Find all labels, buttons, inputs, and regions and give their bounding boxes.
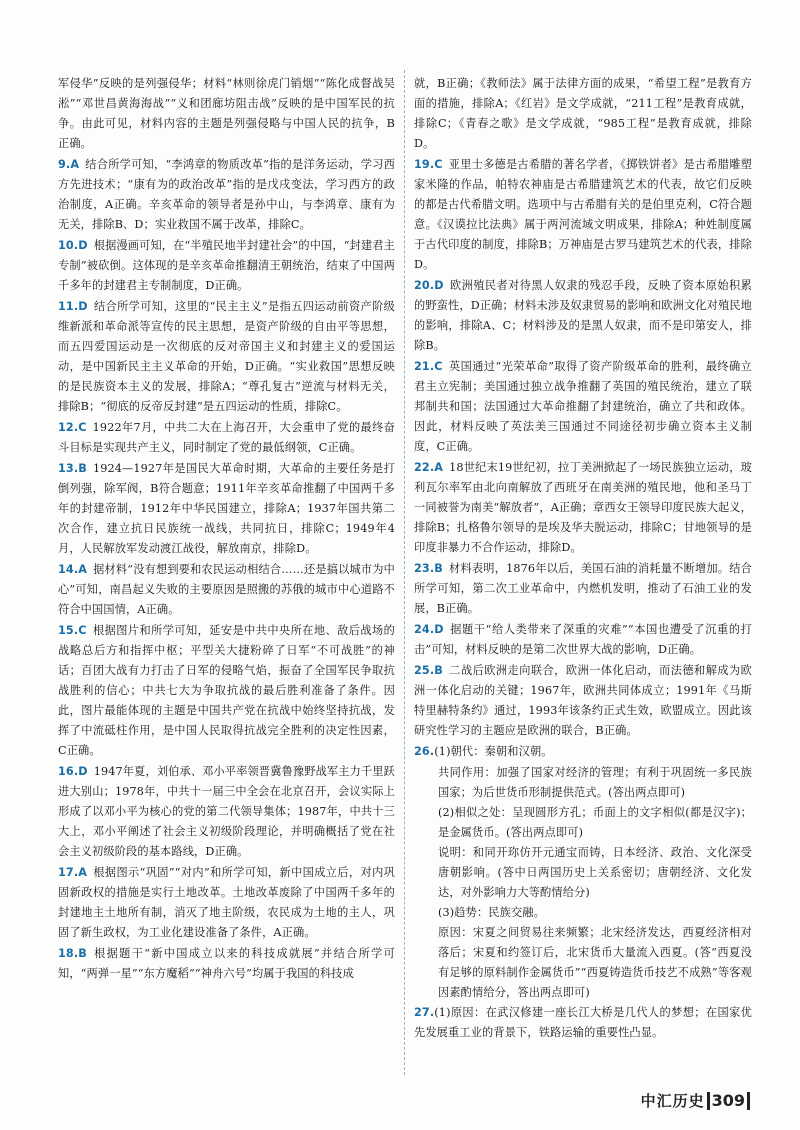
question-number: 10. (58, 239, 79, 252)
answer-entry (414, 74, 752, 154)
answer-entry (414, 276, 752, 356)
explanation-text: 亚里士多德是古希腊的著名学者，《掷铁饼者》是古希腊雕塑家米隆的作品，帕特农神庙是古希腊建筑艺术的代表，故它们反映的都是古代希腊文明。选项中与古希腊有关的是伯里克利，C符合题意。《汉谟拉比法典》属于两河流域文明成果，排除A；种姓制度属于古代印度的制度，排除B；万神庙是古罗马建筑艺术的代表，排除D。 (414, 158, 752, 271)
question-number: 18. (58, 947, 79, 960)
question-number: 16. (58, 765, 79, 778)
answer-letter: A (434, 461, 444, 474)
answer-letter: B (434, 664, 443, 677)
question-number: 21. (414, 360, 435, 373)
answer-letter: C (78, 624, 87, 637)
explanation-text: 根据漫画可知，在“半殖民地半封建社会”的中国，“封建君主专制”被砍倒。这体现的是辛亥革命推翻清王朝统治，结束了中国两千多年的封建君主专制制度，D正确。 (58, 239, 395, 292)
answer-entry (58, 863, 395, 943)
question-number: 12. (58, 421, 79, 434)
left-column (58, 74, 395, 985)
answer-letter: D (78, 765, 88, 778)
answer-entry (414, 1003, 752, 1043)
explanation-text: 结合所学可知，“李鸿章的物质改革”指的是洋务运动，学习西方先进技术；“康有为的政治改革”指的是戊戌变法，学习西方的政治制度，A正确。辛亥革命的领导者是孙中山，与李鸿章、康有为无关，排除B、D；实业救国不属于改革，排除C。 (58, 158, 395, 231)
explanation-text: 据题干“给人类带来了深重的灾难”“本国也遭受了沉重的打击”可知，材料反映的是第二次世界大战的影响，D正确。 (414, 623, 752, 656)
answer-subpart: 原因：宋夏之间贸易往来频繁；北宋经济发达，西夏经济相对落后；宋夏和约签订后，北宋货币大量流入西夏。(答“西夏没有足够的原料制作金属货币”“西夏铸造货币技艺不成熟”等客观因素酌情给分，答出两点即可) (438, 926, 752, 999)
answer-entry (58, 621, 395, 761)
explanation-text: 英国通过“光荣革命”取得了资产阶级革命的胜利，最终确立君主立宪制；美国通过独立战争推翻了英国的殖民统治，建立了联邦制共和国；法国通过大革命推翻了封建统治，确立了共和政体。因此，材料反映了英法美三国通过不同途径初步确立资本主义制度，C正确。 (414, 360, 752, 453)
explanation-text: 根据图片和所学可知，延安是中共中央所在地、敌后战场的战略总后方和指挥中枢；平型关大捷粉碎了日军“不可战胜”的神话；百团大战有力打击了日军的侵略气焰，振奋了全国军民争取抗战胜利的信心；中共七大为争取抗战的最后胜利准备了条件。因此，图片最能体现的主题是中国共产党在抗战中始终坚持抗战，发挥了中流砥柱作用，是中国人民取得抗战完全胜利的决定性因素，C正确。 (58, 624, 395, 757)
answer-letter: C (434, 360, 443, 373)
answer-letter: A (78, 563, 88, 576)
answer-letter: A (70, 158, 80, 171)
question-number: 19. (414, 158, 435, 171)
explanation-text: 材料表明，1876年以后，美国石油的消耗量不断增加。结合所学可知，第二次工业革命中，内燃机发明，推动了石油工业的发展，B正确。 (414, 562, 752, 615)
answer-entry (58, 418, 395, 458)
answer-entry (58, 560, 395, 620)
answer-entry (58, 459, 395, 559)
answer-entry (58, 236, 395, 296)
answer-entry (414, 559, 752, 619)
answer-letter: D (434, 623, 444, 636)
answer-letter: B (78, 947, 87, 960)
answer-letter: D (434, 279, 444, 292)
explanation-text: 根据图示“巩固”“对内”和所学可知，新中国成立后，对内巩固新政权的措施是实行土地改革。土地改革废除了中国两千多年的封建地主土地所有制，消灭了地主阶级，农民成为土地的主人，巩固了新生政权，为工业化建设准备了条件，A正确。 (58, 866, 395, 939)
answer-entry (414, 458, 752, 558)
explanation-text: (1)原因：在武汉修建一座长江大桥是几代人的梦想；在国家优先发展重工业的背景下，铁路运输的重要性凸显。 (414, 1006, 752, 1039)
answer-entry (58, 74, 395, 154)
explanation-text: 结合所学可知，这里的“民主主义”是指五四运动前资产阶级维新派和革命派等宣传的民主思想，是资产阶级的自由平等思想，而五四爱国运动是一次彻底的反对帝国主义和封建主义的爱国运动，是中国新民主主义革命的开始，D正确。“实业救国”思想反映的是民族资本主义的发展，排除A；“尊孔复古”逆流与材料无关，排除B；“彻底的反帝反封建”是五四运动的性质，排除C。 (58, 300, 395, 413)
answer-letter: D (78, 239, 88, 252)
answer-subpart: (2)相似之处：呈现圆形方孔；币面上的文字相似(都是汉字)；是金属货币。(答出两点即可) (438, 806, 752, 839)
explanation-text: 据材料“没有想到要和农民运动相结合……还是搞以城市为中心”可知，南昌起义失败的主要原因是照搬的苏俄的城市中心道路不符合中国国情，A正确。 (58, 563, 395, 616)
explanation-text: 根据题干“新中国成立以来的科技成就展”并结合所学可知，“两弹一星”“东方魔稻”“神舟六号”均属于我国的科技成 (58, 947, 395, 980)
answer-subpart: 共同作用：加强了国家对经济的管理；有利于巩固统一多民族国家；为后世货币形制提供范式。(答出两点即可) (438, 766, 752, 799)
question-number: 24. (414, 623, 435, 636)
answer-entry (58, 155, 395, 235)
question-number: 11. (58, 300, 79, 313)
answer-entry (414, 357, 752, 457)
explanation-text: 18世纪末19世纪初，拉丁美洲掀起了一场民族独立运动，玻利瓦尔率军由北向南解放了西班牙在南美洲的殖民地，他和圣马丁一同被誉为南美“解放者”，A正确；章西女王领导印度民族大起义，排除B；扎格鲁尔领导的是埃及华夫脱运动，排除C；甘地领导的是印度非暴力不合作运动，排除D。 (414, 461, 752, 554)
question-number: 14. (58, 563, 79, 576)
question-number: 27. (414, 1006, 435, 1019)
explanation-text: 二战后欧洲走向联合，欧洲一体化启动，而法德和解成为欧洲一体化启动的关键；1967年，欧洲共同体成立；1991年《马斯特里赫特条约》通过，1993年该条约正式生效，欧盟成立。因此该研究性学习的主题应是欧洲的联合，B正确。 (414, 664, 752, 737)
question-number: 9. (58, 158, 71, 171)
explanation-text: 1922年7月，中共二大在上海召开，大会重申了党的最终奋斗目标是实现共产主义，同时制定了党的最低纲领，C正确。 (58, 421, 395, 454)
answer-letter: C (78, 421, 87, 434)
column-divider (404, 70, 405, 1075)
book-title: 中汇历史 (640, 1092, 705, 1110)
answer-letter: C (434, 158, 443, 171)
explanation-text: 1947年夏，刘伯承、邓小平率领晋冀鲁豫野战军主力千里跃进大别山；1978年，中共十一届三中全会在北京召开，会议实际上形成了以邓小平为核心的党的第二代领导集体；1987年，中共十三大上，邓小平阐述了社会主义初级阶段理论，并明确概括了党在社会主义初级阶段的基本路线，D正确。 (58, 765, 395, 858)
answer-entry (414, 155, 752, 275)
question-number: 15. (58, 624, 79, 637)
answer-entry (414, 620, 752, 660)
question-number: 25. (414, 664, 435, 677)
explanation-text: 欧洲殖民者对待黑人奴隶的残忍手段，反映了资本原始积累的野蛮性，D正确；材料未涉及奴隶贸易的影响和欧洲文化对殖民地的影响，排除A、C；材料涉及的是黑人奴隶，而不是印第安人，排除B。 (414, 279, 752, 352)
answer-letter: B (78, 462, 87, 475)
page-footer (641, 1090, 750, 1111)
answer-entry (414, 742, 752, 762)
explanation-text: 军侵华”反映的是列强侵华；材料“林则徐虎门销烟”“陈化成督战吴淞”“邓世昌黄海海战”“义和团廊坊阻击战”反映的是中国军民的抗争。由此可见，材料内容的主题是列强侵略与中国人民的抗争，B正确。 (58, 77, 395, 150)
answer-entry (58, 944, 395, 984)
answer-letter: D (78, 300, 88, 313)
answer-letter: B (434, 562, 443, 575)
explanation-text: (1)朝代：秦朝和汉朝。 (434, 745, 553, 758)
page-number: 309 (707, 1092, 750, 1110)
answer-entry (58, 762, 395, 862)
question-number: 13. (58, 462, 79, 475)
answer-subpart: (3)趋势：民族交融。 (438, 906, 545, 919)
answer-subpart: 说明：和同开珎仿开元通宝而铸，日本经济、政治、文化深受唐朝影响。(答中日两国历史上关系密切；唐朝经济、文化发达，对外影响力大等酌情给分) (438, 846, 752, 899)
answer-entry (58, 297, 395, 417)
question-number: 22. (414, 461, 435, 474)
question-number: 26. (414, 745, 435, 758)
question-number: 23. (414, 562, 435, 575)
answer-entry (414, 661, 752, 741)
explanation-text: 1924—1927年是国民大革命时期，大革命的主要任务是打倒列强，除军阀，B符合题意；1911年辛亥革命推翻了中国两千多年的封建帝制，1912年中华民国建立，排除A；1937年国共第二次合作，建立抗日民族统一战线，共同抗日，排除C；1949年4月，人民解放军发动渡江战役，解放南京，排除D。 (58, 462, 395, 555)
right-column (414, 74, 752, 1044)
question-number: 20. (414, 279, 435, 292)
question-number: 17. (58, 866, 79, 879)
answer-letter: A (78, 866, 88, 879)
explanation-text: 就，B正确；《教师法》属于法律方面的成果，“希望工程”是教育方面的措施，排除A；《红岩》是文学成就，“211工程”是教育成就，排除C；《青春之歌》是文学成就，“985工程”是教育成就，排除D。 (414, 77, 752, 150)
